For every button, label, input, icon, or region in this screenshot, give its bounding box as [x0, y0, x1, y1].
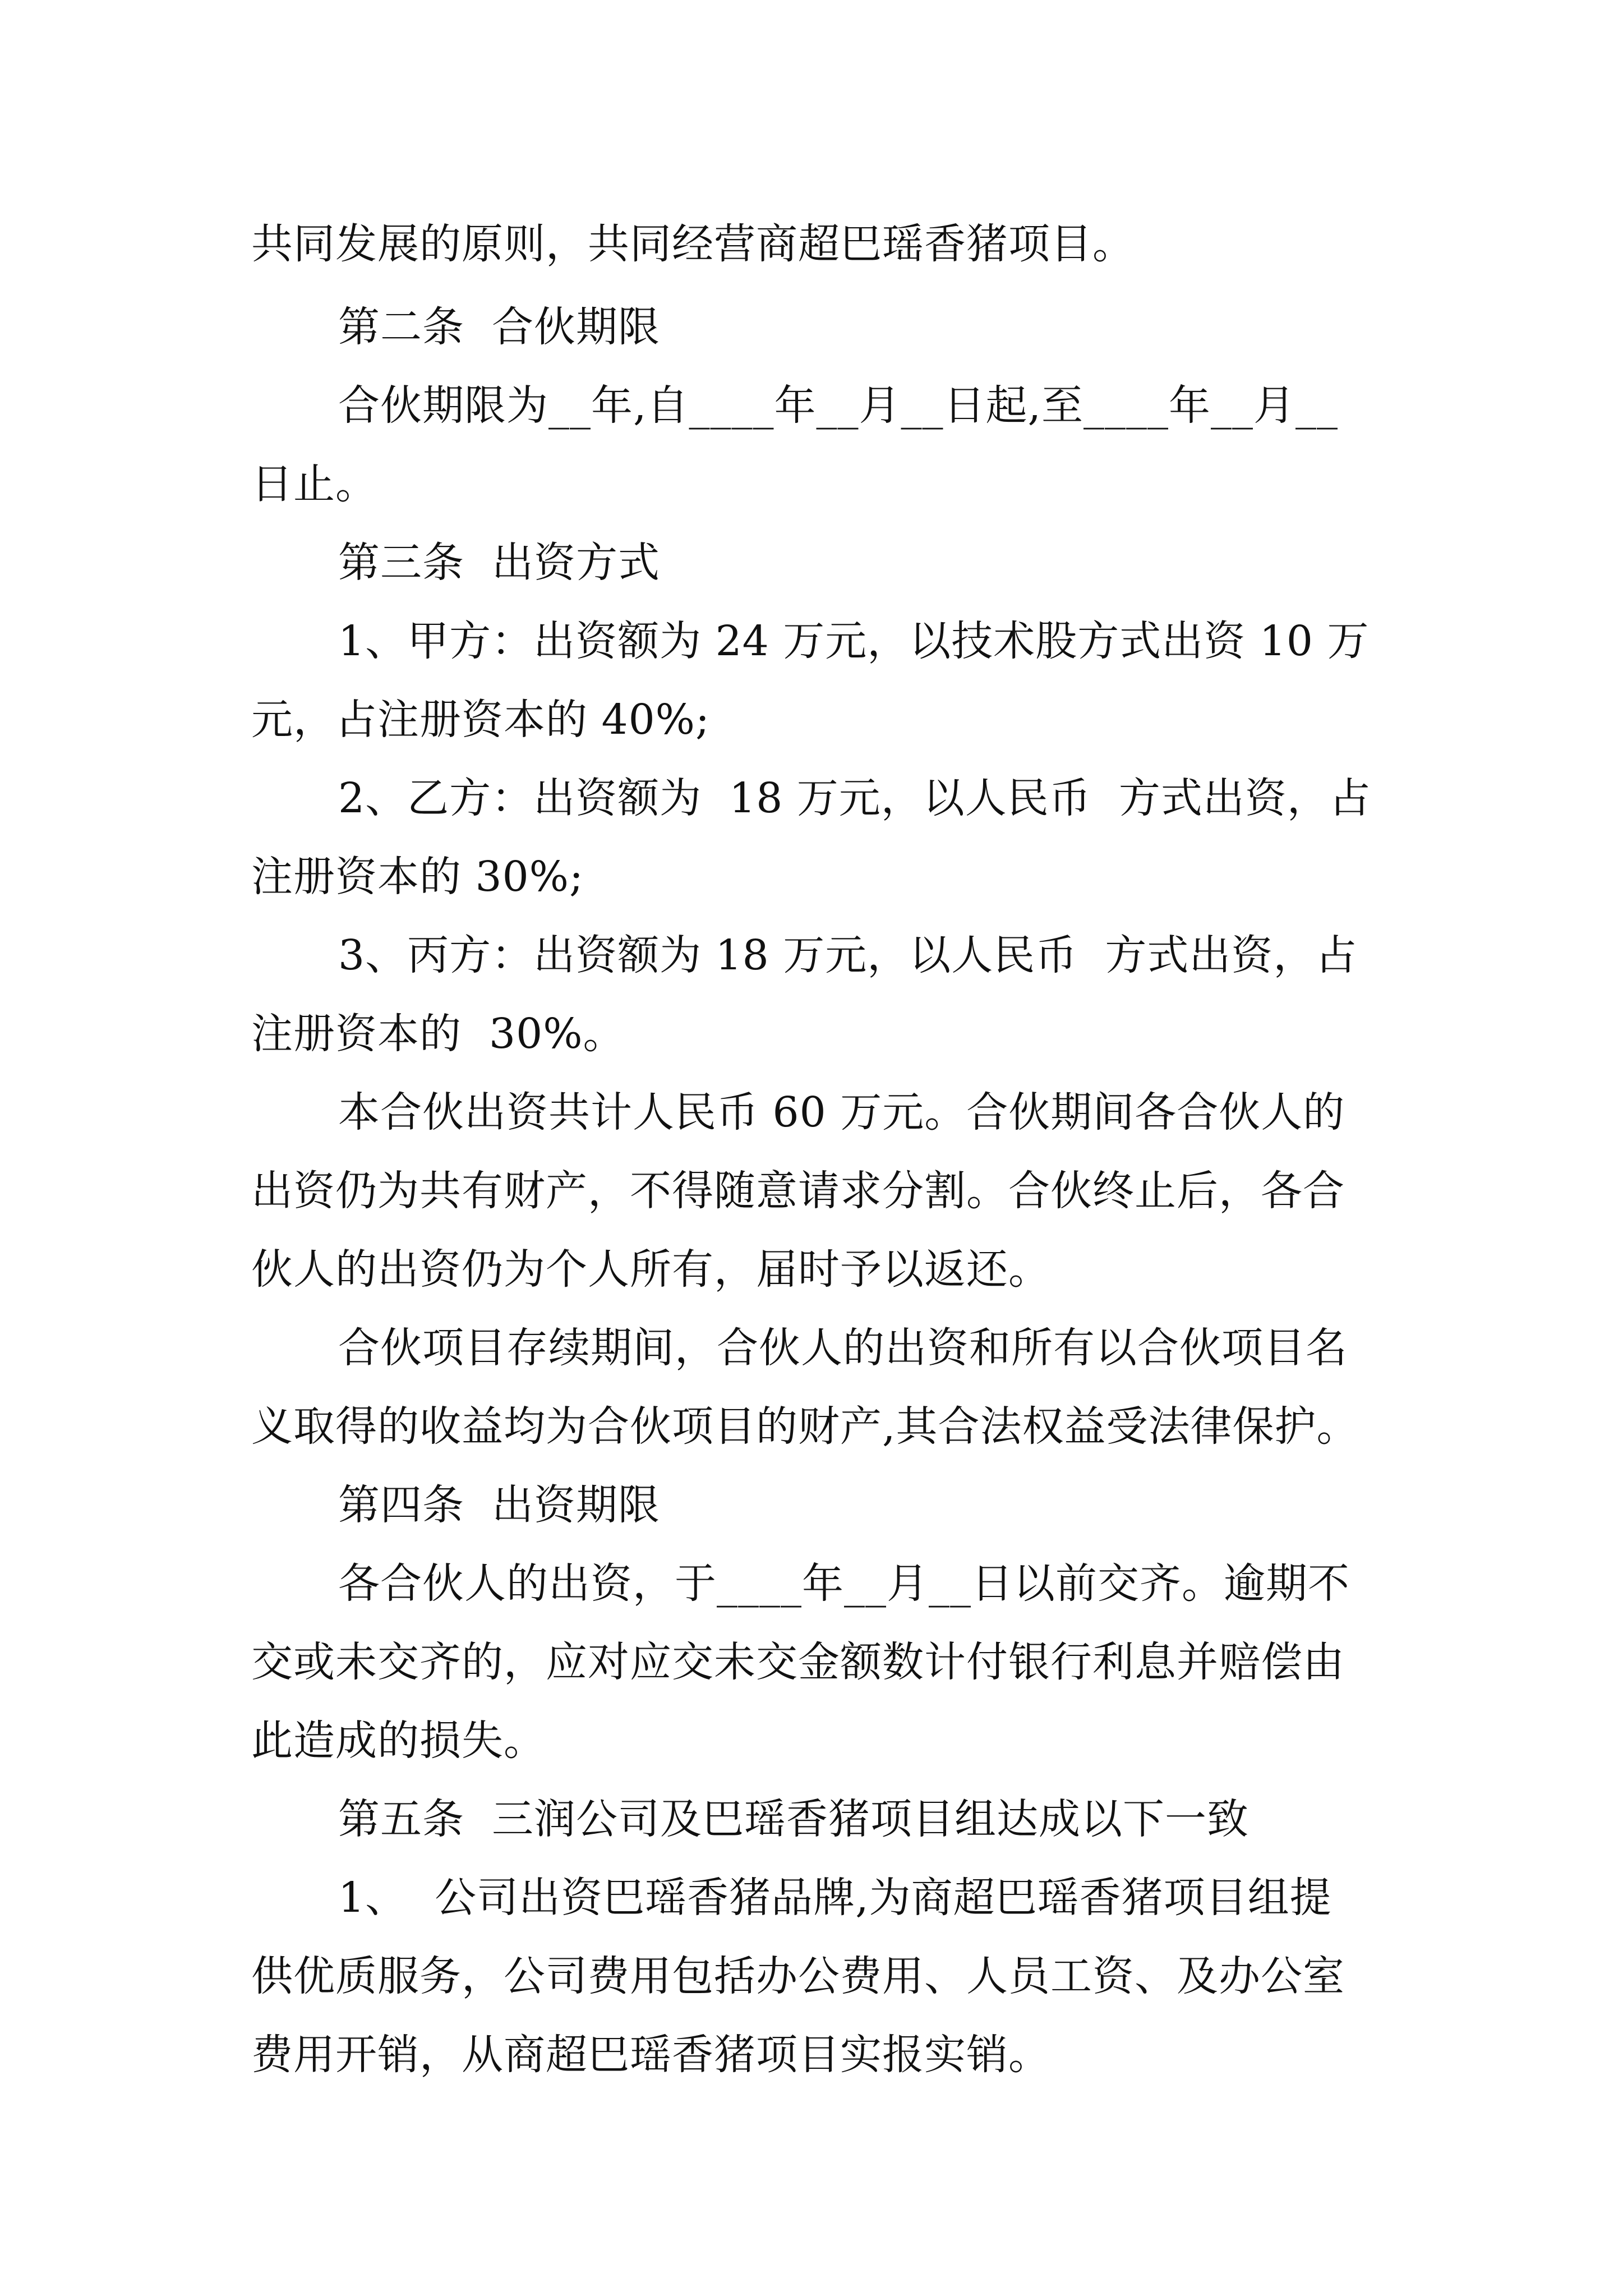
paragraph-line: 日止。: [251, 460, 377, 508]
paragraph-line: 出资仍为共有财产，不得随意请求分割。合伙终止后，各合: [251, 1167, 1345, 1215]
section-heading: 第三条 出资方式: [338, 539, 661, 587]
paragraph-line: 伙人的出资仍为个人所有，届时予以返还。: [251, 1245, 1050, 1294]
paragraph-line: 各合伙人的出资，于____年__月__日以前交齐。逾期不: [338, 1559, 1350, 1608]
paragraph-line: 3、丙方：出资额为 18 万元，以人民币 方式出资，占: [338, 931, 1358, 979]
section-heading: 第五条 三润公司及巴瑶香猪项目组达成以下一致: [338, 1795, 1249, 1843]
section-heading: 第二条 合伙期限: [338, 303, 661, 351]
paragraph-line: 本合伙出资共计人民币 60 万元。合伙期间各合伙人的: [338, 1088, 1345, 1137]
paragraph-line: 此造成的损失。: [251, 1717, 546, 1765]
paragraph-line: 义取得的收益均为合伙项目的财产,其合法权益受法律保护。: [251, 1402, 1359, 1451]
paragraph-line: 元，占注册资本的 40%;: [251, 696, 710, 744]
paragraph-line: 注册资本的 30%;: [251, 853, 584, 901]
paragraph-line: 注册资本的 30%。: [251, 1010, 625, 1058]
paragraph-line: 1、甲方：出资额为 24 万元，以技术股方式出资 10 万: [338, 617, 1370, 665]
paragraph-line: 2、乙方：出资额为 18 万元，以人民币 方式出资，占: [338, 774, 1371, 822]
paragraph-line: 1、 公司出资巴瑶香猪品牌,为商超巴瑶香猪项目组提: [338, 1874, 1332, 1922]
paragraph-line: 交或未交齐的，应对应交未交金额数计付银行利息并赔偿由: [251, 1638, 1345, 1686]
section-heading: 第四条 出资期限: [338, 1481, 661, 1529]
paragraph-line: 合伙项目存续期间，合伙人的出资和所有以合伙项目名: [338, 1324, 1348, 1372]
paragraph-line: 费用开销，从商超巴瑶香猪项目实报实销。: [251, 2031, 1050, 2079]
paragraph-line: 供优质服务，公司费用包括办公费用、人员工资、及办公室: [251, 1952, 1345, 2000]
paragraph-line: 合伙期限为__年,自____年__月__日起,至____年__月__: [338, 381, 1339, 430]
paragraph-line: 共同发展的原则，共同经营商超巴瑶香猪项目。: [251, 220, 1135, 268]
